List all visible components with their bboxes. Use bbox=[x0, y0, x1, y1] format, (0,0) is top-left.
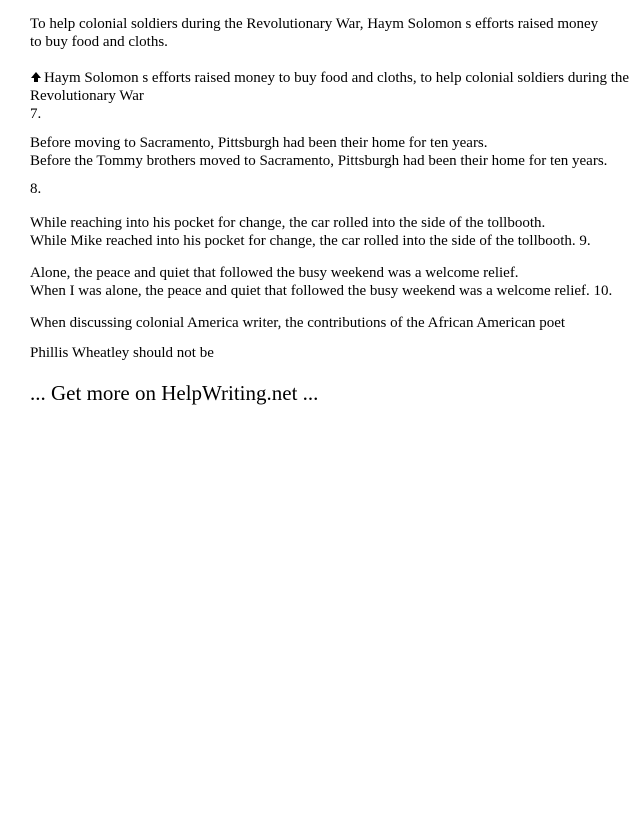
answer-line-1 bbox=[30, 69, 630, 87]
get-more-link[interactable]: ... Get more on HelpWriting.net ... bbox=[30, 381, 319, 405]
item-9-original: Alone, the peace and quiet that followed the busy weekend was a welcome relief. bbox=[30, 265, 519, 281]
intro-text: To help colonial soldiers during the Revolutionary War, Haym Solomon s efforts raised money to buy food and cloths. bbox=[30, 16, 599, 50]
item-10-line-2-block bbox=[30, 344, 610, 362]
answer-block bbox=[30, 69, 630, 123]
item-9-block bbox=[30, 264, 613, 300]
item-number-8: 8. bbox=[30, 181, 42, 197]
item-8-original: While reaching into his pocket for change, the car rolled into the side of the tollbooth. bbox=[30, 215, 546, 231]
item-9-revised: When I was alone, the peace and quiet that followed the busy weekend was a welcome relief. 10. bbox=[30, 283, 613, 299]
item-7-original: Before moving to Sacramento, Pittsburgh had been their home for ten years. bbox=[30, 135, 488, 151]
item-8-block bbox=[30, 214, 610, 250]
item-number-7: 7. bbox=[30, 106, 42, 122]
item-7-revised: Before the Tommy brothers moved to Sacramento, Pittsburgh had been their home for ten years. bbox=[30, 153, 608, 169]
item-10-line-1: When discussing colonial America writer, the contributions of the African American poet bbox=[30, 315, 566, 331]
up-arrow-icon bbox=[30, 71, 42, 83]
answer-line-2: Revolutionary War bbox=[30, 88, 144, 104]
item-8-revised: While Mike reached into his pocket for change, the car rolled into the side of the tollbooth. 9. bbox=[30, 233, 591, 249]
item-10-line-1-block bbox=[30, 314, 610, 332]
item-7-block bbox=[30, 134, 610, 170]
item-10-line-2: Phillis Wheatley should not be bbox=[30, 345, 214, 361]
intro-paragraph bbox=[30, 15, 610, 51]
item-8-number-block bbox=[30, 180, 610, 198]
answer-line-1-text: Haym Solomon s efforts raised money to buy food and cloths, to help colonial soldiers during the bbox=[44, 70, 630, 86]
